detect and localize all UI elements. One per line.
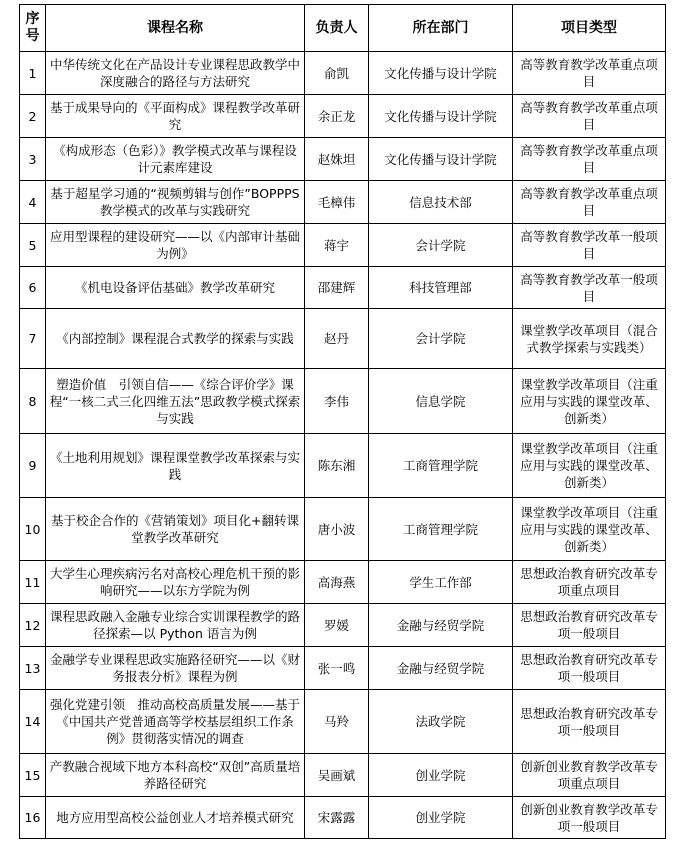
- cell-name: 课程思政融入金融专业综合实训课程教学的路径探索—以 Python 语言为例: [46, 604, 305, 647]
- header-name: 课程名称: [46, 5, 305, 52]
- cell-owner: 罗媛: [305, 604, 369, 647]
- table-row: [20, 138, 666, 181]
- cell-name: 《构成形态（色彩）》教学模式改革与课程设计元素库建设: [46, 138, 305, 181]
- cell-type: 创新创业教育教学改革专项一般项目: [513, 797, 666, 839]
- cell-no: 5: [20, 224, 46, 267]
- table-row: [20, 369, 666, 434]
- cell-type: 思想政治教育研究改革专项一般项目: [513, 647, 666, 690]
- cell-owner: 赵丹: [305, 309, 369, 369]
- cell-owner: 宋露露: [305, 797, 369, 839]
- cell-no: 2: [20, 95, 46, 138]
- cell-owner: 吴画斌: [305, 754, 369, 797]
- table-row: [20, 561, 666, 604]
- project-table: [19, 4, 666, 839]
- cell-type: 思想政治教育研究改革专项一般项目: [513, 690, 666, 754]
- table-row: [20, 690, 666, 754]
- cell-name: 大学生心理疾病污名对高校心理危机干预的影响研究——以东方学院为例: [46, 561, 305, 604]
- cell-owner: 马羚: [305, 690, 369, 754]
- cell-no: 14: [20, 690, 46, 754]
- cell-dept: 会计学院: [369, 224, 513, 267]
- cell-name: 中华传统文化在产品设计专业课程思政教学中深度融合的路径与方法研究: [46, 52, 305, 95]
- cell-no: 9: [20, 434, 46, 498]
- cell-type: 课堂教学改革项目（注重应用与实践的课堂改革、创新类）: [513, 498, 666, 561]
- cell-owner: 俞凯: [305, 52, 369, 95]
- cell-name: 塑造价值 引领自信——《综合评价学》课程“一核二式三化四维五法”思政教学模式探索与实践: [46, 369, 305, 434]
- cell-no: 16: [20, 797, 46, 839]
- cell-owner: 余正龙: [305, 95, 369, 138]
- table-row: [20, 434, 666, 498]
- cell-type: 创新创业教育教学改革专项重点项目: [513, 754, 666, 797]
- table-row: [20, 267, 666, 309]
- cell-no: 13: [20, 647, 46, 690]
- cell-owner: 高海燕: [305, 561, 369, 604]
- cell-dept: 文化传播与设计学院: [369, 52, 513, 95]
- cell-owner: 唐小波: [305, 498, 369, 561]
- cell-no: 7: [20, 309, 46, 369]
- cell-dept: 金融与经贸学院: [369, 604, 513, 647]
- cell-type: 思想政治教育研究改革专项重点项目: [513, 561, 666, 604]
- table-row: [20, 604, 666, 647]
- cell-name: 应用型课程的建设研究——以《内部审计基础为例》: [46, 224, 305, 267]
- table-row: [20, 797, 666, 839]
- cell-no: 12: [20, 604, 46, 647]
- cell-type: 高等教育教学改革一般项目: [513, 224, 666, 267]
- cell-name: 金融学专业课程思政实施路径研究——以《财务报表分析》课程为例: [46, 647, 305, 690]
- cell-dept: 工商管理学院: [369, 434, 513, 498]
- cell-dept: 文化传播与设计学院: [369, 138, 513, 181]
- cell-name: 强化党建引领 推动高校高质量发展——基于《中国共产党普通高等学校基层组织工作条例》贯彻落实情况的调查: [46, 690, 305, 754]
- cell-dept: 工商管理学院: [369, 498, 513, 561]
- cell-dept: 文化传播与设计学院: [369, 95, 513, 138]
- cell-no: 15: [20, 754, 46, 797]
- cell-name: 《土地利用规划》课程课堂教学改革探索与实践: [46, 434, 305, 498]
- cell-no: 4: [20, 181, 46, 224]
- cell-dept: 信息技术部: [369, 181, 513, 224]
- header-owner: 负责人: [305, 5, 369, 52]
- cell-no: 11: [20, 561, 46, 604]
- cell-name: 产教融合视域下地方本科高校“双创”高质量培养路径研究: [46, 754, 305, 797]
- header-row: [20, 5, 666, 52]
- cell-dept: 法政学院: [369, 690, 513, 754]
- cell-type: 高等教育教学改革重点项目: [513, 181, 666, 224]
- cell-type: 课堂教学改革项目（注重应用与实践的课堂改革、创新类）: [513, 434, 666, 498]
- table-row: [20, 309, 666, 369]
- cell-owner: 邵建辉: [305, 267, 369, 309]
- cell-type: 高等教育教学改革一般项目: [513, 267, 666, 309]
- table-row: [20, 498, 666, 561]
- cell-owner: 李伟: [305, 369, 369, 434]
- cell-owner: 陈东湘: [305, 434, 369, 498]
- cell-owner: 毛樟伟: [305, 181, 369, 224]
- cell-type: 课堂教学改革项目（注重应用与实践的课堂改革、创新类）: [513, 369, 666, 434]
- header-type: 项目类型: [513, 5, 666, 52]
- cell-type: 高等教育教学改革重点项目: [513, 138, 666, 181]
- cell-no: 1: [20, 52, 46, 95]
- cell-dept: 创业学院: [369, 754, 513, 797]
- cell-type: 高等教育教学改革重点项目: [513, 95, 666, 138]
- cell-name: 基于超星学习通的“视频剪辑与创作”BOPPPS 教学模式的改革与实践研究: [46, 181, 305, 224]
- table-row: [20, 224, 666, 267]
- cell-type: 思想政治教育研究改革专项一般项目: [513, 604, 666, 647]
- cell-dept: 创业学院: [369, 797, 513, 839]
- cell-dept: 会计学院: [369, 309, 513, 369]
- cell-dept: 信息学院: [369, 369, 513, 434]
- table-row: [20, 647, 666, 690]
- cell-no: 8: [20, 369, 46, 434]
- cell-name: 地方应用型高校公益创业人才培养模式研究: [46, 797, 305, 839]
- table-row: [20, 52, 666, 95]
- header-dept: 所在部门: [369, 5, 513, 52]
- cell-owner: 赵姝坦: [305, 138, 369, 181]
- cell-dept: 学生工作部: [369, 561, 513, 604]
- table-row: [20, 95, 666, 138]
- cell-no: 3: [20, 138, 46, 181]
- cell-name: 基于成果导向的《平面构成》课程教学改革研究: [46, 95, 305, 138]
- cell-no: 10: [20, 498, 46, 561]
- cell-owner: 张一鸣: [305, 647, 369, 690]
- cell-dept: 金融与经贸学院: [369, 647, 513, 690]
- cell-owner: 蒋宇: [305, 224, 369, 267]
- cell-name: 基于校企合作的《营销策划》项目化+翻转课堂教学改革研究: [46, 498, 305, 561]
- cell-dept: 科技管理部: [369, 267, 513, 309]
- table-row: [20, 754, 666, 797]
- cell-no: 6: [20, 267, 46, 309]
- cell-name: 《内部控制》课程混合式教学的探索与实践: [46, 309, 305, 369]
- cell-name: 《机电设备评估基础》教学改革研究: [46, 267, 305, 309]
- cell-type: 课堂教学改革项目（混合式教学探索与实践类）: [513, 309, 666, 369]
- header-no: 序号: [20, 5, 46, 52]
- table-row: [20, 181, 666, 224]
- cell-type: 高等教育教学改革重点项目: [513, 52, 666, 95]
